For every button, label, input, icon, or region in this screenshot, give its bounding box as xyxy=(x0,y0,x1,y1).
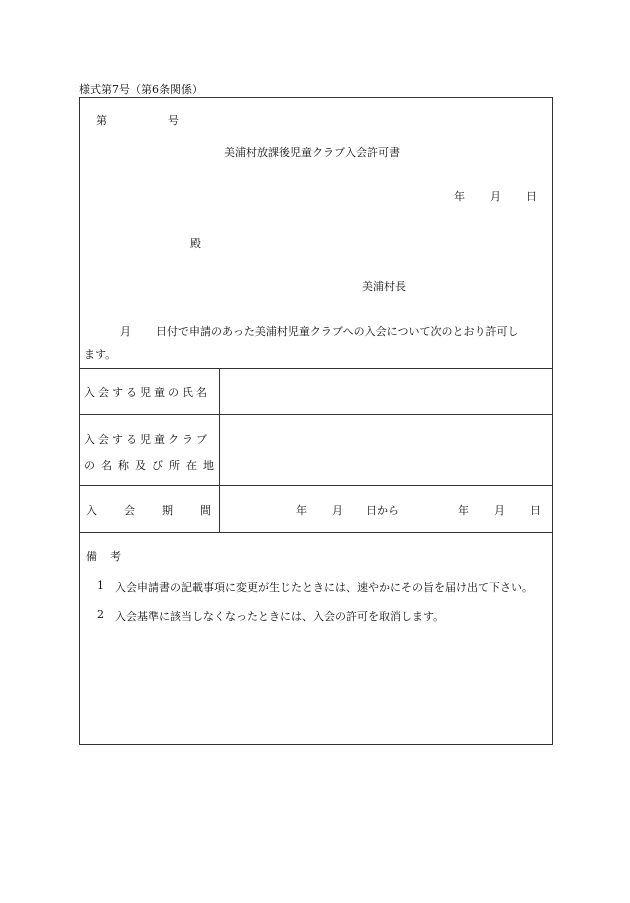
remarks-title-char-1: 備 xyxy=(86,550,97,563)
period-label-char-2: 会 xyxy=(124,504,135,517)
body-line-1: 日付で申請のあった美浦村児童クラブへの入会について次のとおり許可し xyxy=(156,325,519,338)
document-title: 美浦村放課後児童クラブ入会許可書 xyxy=(224,146,400,159)
remark-1-number: 1 xyxy=(97,579,104,592)
table-bottom-rule xyxy=(80,532,552,533)
body-month: 月 xyxy=(120,325,131,338)
number-go: 号 xyxy=(168,114,179,127)
table-top-rule xyxy=(80,368,552,369)
remark-2-number: 2 xyxy=(97,608,104,621)
remark-1-text: 入会申請書の記載事項に変更が生じたときには、速やかにその旨を届け出て下さい。 xyxy=(115,581,533,594)
number-dai: 第 xyxy=(96,114,107,127)
remark-2-text: 入会基準に該当しなくなったときには、入会の許可を取消します。 xyxy=(115,610,445,623)
period-year-2: 年 xyxy=(458,504,469,517)
permit-form-frame xyxy=(79,97,553,745)
child-name-label: 入会する児童の氏名 xyxy=(84,386,210,399)
period-month-1: 月 xyxy=(332,504,343,517)
period-day-2: 日 xyxy=(530,504,541,517)
addressee-suffix: 殿 xyxy=(190,237,201,250)
date-year: 年 xyxy=(454,190,465,203)
period-label-char-1: 入 xyxy=(86,504,97,517)
table-rule-1 xyxy=(80,414,552,415)
date-day: 日 xyxy=(526,190,537,203)
remarks-title-char-2: 考 xyxy=(110,550,121,563)
table-rule-2 xyxy=(80,485,552,486)
date-month: 月 xyxy=(490,190,501,203)
table-column-divider xyxy=(219,368,220,532)
period-label-char-4: 間 xyxy=(200,504,211,517)
period-from: 日から xyxy=(366,504,399,517)
issuer-name: 美浦村長 xyxy=(362,280,406,293)
club-label-line-1: 入会する児童クラブ xyxy=(84,433,210,446)
form-number-label: 様式第7号（第6条関係） xyxy=(79,83,203,96)
period-month-2: 月 xyxy=(494,504,505,517)
period-year-1: 年 xyxy=(296,504,307,517)
club-label-line-2: の名称及び所在地 xyxy=(84,459,220,472)
period-label-char-3: 期 xyxy=(162,504,173,517)
body-line-2: ます。 xyxy=(84,348,117,361)
